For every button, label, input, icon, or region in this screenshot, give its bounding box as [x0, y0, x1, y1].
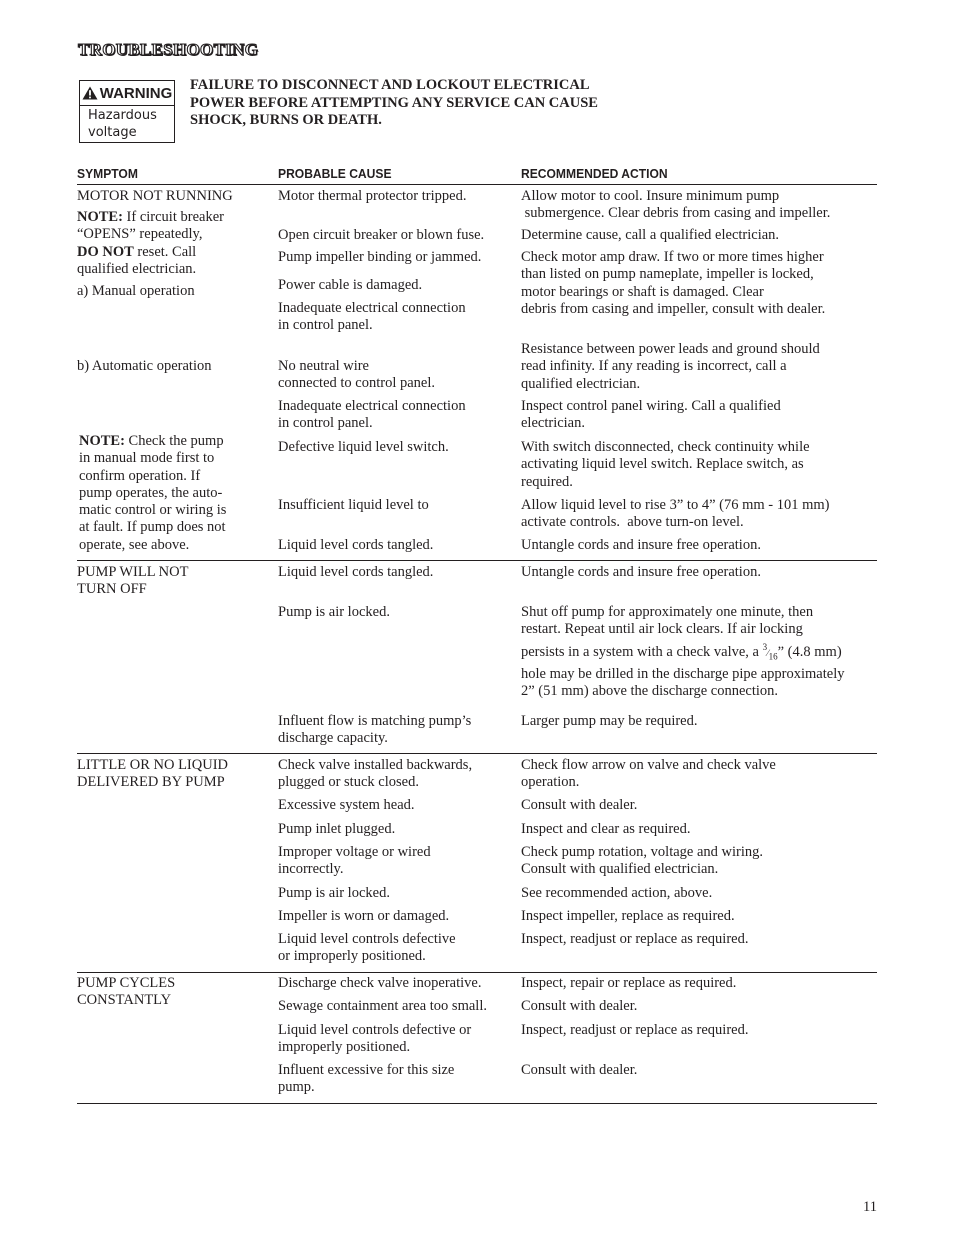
action-cell	[521, 998, 637, 1015]
cause-line: in control panel.	[278, 415, 373, 432]
action-line: motor bearings or shaft is damaged. Clear	[521, 283, 764, 300]
note-text: Check the pump	[124, 433, 224, 449]
cause-cell	[278, 300, 466, 335]
warning-message-line: SHOCK, BURNS OR DEATH.	[190, 112, 382, 128]
cause-cell	[278, 1062, 454, 1097]
cause-cell	[278, 757, 472, 792]
action-line: Consult with dealer.	[521, 797, 638, 813]
cause-cell	[278, 931, 456, 966]
section-rule	[77, 753, 877, 754]
cause-line: Influent flow is matching pump’s	[278, 713, 472, 729]
warning-header	[80, 81, 174, 106]
cause-cell	[278, 249, 481, 266]
cause-cell	[278, 227, 484, 244]
action-line: activating liquid level switch. Replace switch, as	[521, 456, 804, 473]
symptom-line: TURN OFF	[77, 581, 147, 598]
symptom-line: CONSTANTLY	[77, 992, 172, 1009]
action-cell	[521, 1062, 637, 1079]
action-line: Untangle cords and insure free operation.	[521, 537, 761, 553]
cause-line: connected to control panel.	[278, 375, 436, 392]
symptom-note	[77, 209, 224, 278]
action-line: Inspect, repair or replace as required.	[521, 975, 737, 991]
cause-line: Liquid level controls defective	[278, 931, 456, 947]
cause-line: Sewage containment area too small.	[278, 998, 487, 1014]
symptom-line: LITTLE OR NO LIQUID	[77, 757, 229, 773]
warning-sub-line: Hazardous	[88, 108, 157, 123]
action-cell	[521, 497, 829, 532]
cause-cell	[278, 537, 433, 554]
action-line: Check pump rotation, voltage and wiring.	[521, 844, 764, 860]
symptom-little-or-no-liquid	[77, 757, 228, 792]
action-line: Allow liquid level to rise 3” to 4” (76 mm - 101 mm)	[521, 497, 830, 513]
header-recommended-action: RECOMMENDED ACTION	[521, 166, 668, 181]
action-text: persists in a system with a check valve, a	[521, 643, 763, 660]
action-line: Consult with dealer.	[521, 1062, 638, 1078]
cause-line: pump.	[278, 1079, 315, 1096]
action-cell	[521, 975, 736, 992]
action-line: Larger pump may be required.	[521, 713, 698, 729]
action-line: Untangle cords and insure free operation.	[521, 564, 761, 580]
action-cell	[521, 713, 698, 730]
note-text: matic control or wiring is	[79, 502, 227, 519]
warning-label	[79, 80, 175, 143]
action-line: Check flow arrow on valve and check valve	[521, 757, 776, 773]
action-cell	[521, 757, 776, 792]
cause-cell	[278, 885, 390, 902]
action-cell	[521, 537, 761, 554]
action-line: activate controls. above turn-on level.	[521, 514, 744, 531]
cause-line: Liquid level controls defective or	[278, 1022, 472, 1038]
note-text: operate, see above.	[79, 536, 190, 553]
note-label: NOTE:	[79, 433, 125, 449]
action-line: Allow motor to cool. Insure minimum pump	[521, 188, 780, 204]
cause-line: Impeller is worn or damaged.	[278, 908, 450, 924]
warning-message	[190, 77, 650, 130]
action-line: Inspect, readjust or replace as required.	[521, 931, 749, 947]
cause-line: Liquid level cords tangled.	[278, 537, 434, 553]
cause-line: discharge capacity.	[278, 730, 388, 747]
section-rule	[77, 972, 877, 973]
cause-line: Power cable is damaged.	[278, 277, 423, 293]
fraction-denominator: 16	[768, 651, 778, 662]
action-line: qualified electrician.	[521, 375, 641, 392]
cause-cell	[278, 358, 435, 393]
action-cell	[521, 908, 735, 925]
action-cell	[521, 797, 637, 814]
action-cell	[521, 227, 779, 244]
symptom-line: PUMP CYCLES	[77, 975, 176, 991]
note-text: at fault. If pump does not	[79, 519, 226, 536]
action-line: See recommended action, above.	[521, 885, 713, 901]
cause-line: Inadequate electrical connection	[278, 300, 466, 316]
cause-line: plugged or stuck closed.	[278, 774, 419, 791]
cause-cell	[278, 844, 431, 879]
header-rule	[77, 184, 877, 185]
action-line: Inspect impeller, replace as required.	[521, 908, 735, 924]
action-text: ” (4.8 mm)	[777, 643, 842, 660]
cause-line: Pump is air locked.	[278, 885, 390, 901]
action-cell	[521, 604, 844, 700]
table-bottom-rule	[77, 1103, 877, 1104]
symptom-pump-cycles-constantly	[77, 975, 175, 1010]
header-probable-cause: PROBABLE CAUSE	[278, 166, 392, 181]
fraction-slash: ⁄	[767, 647, 769, 658]
cause-line: in control panel.	[278, 317, 373, 334]
note-label: NOTE:	[77, 209, 123, 225]
cause-cell	[278, 821, 395, 838]
action-line: restart. Repeat until air lock clears. If air locking	[521, 621, 803, 638]
note-text: pump operates, the auto-	[79, 484, 223, 501]
action-line: Consult with qualified electrician.	[521, 861, 719, 878]
action-line: Inspect, readjust or replace as required.	[521, 1022, 749, 1038]
action-line: Determine cause, call a qualified electrician.	[521, 227, 780, 243]
action-line: Shut off pump for approximately one minute, then	[521, 604, 814, 620]
page-title: TROUBLESHOOTING	[78, 40, 259, 59]
action-line: With switch disconnected, check continuity while	[521, 439, 810, 455]
action-line: Inspect control panel wiring. Call a qualified	[521, 398, 781, 414]
cause-line: Excessive system head.	[278, 797, 415, 813]
cause-cell	[278, 908, 449, 925]
cause-line: Open circuit breaker or blown fuse.	[278, 227, 485, 243]
warning-sub-line: voltage	[88, 125, 137, 140]
cause-line: improperly positioned.	[278, 1039, 411, 1056]
action-cell	[521, 439, 810, 491]
action-cell	[521, 844, 763, 879]
action-line: 2” (51 mm) above the discharge connection.	[521, 682, 779, 699]
cause-cell	[278, 975, 481, 992]
action-cell	[521, 249, 825, 318]
action-cell	[521, 564, 761, 581]
action-line: required.	[521, 473, 573, 490]
action-cell	[521, 931, 748, 948]
action-line: Check motor amp draw. If two or more times higher	[521, 249, 824, 265]
action-line: electrician.	[521, 415, 585, 432]
note-text: qualified electrician.	[77, 260, 197, 277]
action-line: than listed on pump nameplate, impeller is locked,	[521, 266, 814, 283]
cause-cell	[278, 497, 429, 514]
action-line: Resistance between power leads and ground should	[521, 341, 820, 357]
cause-cell	[278, 604, 390, 621]
cause-line: or improperly positioned.	[278, 948, 426, 965]
cause-cell	[278, 998, 487, 1015]
header-symptom: SYMPTOM	[77, 166, 138, 181]
symptom-note	[79, 433, 226, 554]
note-text: confirm operation. If	[79, 467, 201, 484]
note-text: “OPENS” repeatedly,	[77, 226, 203, 243]
action-cell	[521, 341, 820, 393]
cause-line: No neutral wire	[278, 358, 369, 374]
cause-line: incorrectly.	[278, 861, 344, 878]
action-line: Inspect and clear as required.	[521, 821, 691, 837]
symptom-manual-operation: a) Manual operation	[77, 283, 195, 299]
fraction-numerator: 3	[762, 641, 768, 652]
action-line: debris from casing and impeller, consult with dealer.	[521, 300, 826, 317]
action-line: Consult with dealer.	[521, 998, 638, 1014]
cause-cell	[278, 277, 422, 294]
cause-line: Defective liquid level switch.	[278, 439, 449, 455]
cause-line: Pump inlet plugged.	[278, 821, 396, 837]
note-text: reset. Call	[133, 243, 197, 260]
cause-line: Influent excessive for this size	[278, 1062, 455, 1078]
symptom-automatic-operation: b) Automatic operation	[77, 358, 212, 374]
cause-line: Pump impeller binding or jammed.	[278, 249, 482, 265]
note-emphasis: DO NOT	[77, 243, 134, 260]
symptom-line: DELIVERED BY PUMP	[77, 774, 225, 791]
action-cell	[521, 1022, 748, 1039]
warning-subtext	[80, 106, 174, 141]
action-line: hole may be drilled in the discharge pipe approximately	[521, 665, 845, 682]
action-cell	[521, 398, 781, 433]
symptom-motor-not-running: MOTOR NOT RUNNING	[77, 188, 233, 204]
page-number: 11	[863, 1199, 877, 1215]
action-line: operation.	[521, 774, 580, 791]
cause-line: Liquid level cords tangled.	[278, 564, 434, 580]
note-text: in manual mode first to	[79, 450, 215, 467]
cause-cell	[278, 188, 466, 205]
cause-line: Insufficient liquid level to	[278, 497, 429, 513]
cause-cell	[278, 439, 449, 456]
cause-line: Check valve installed backwards,	[278, 757, 473, 773]
cause-cell	[278, 713, 471, 748]
cause-line: Inadequate electrical connection	[278, 398, 466, 414]
action-line	[521, 639, 844, 666]
action-cell	[521, 821, 690, 838]
cause-line: Improper voltage or wired	[278, 844, 431, 860]
cause-line: Pump is air locked.	[278, 604, 390, 620]
cause-cell	[278, 398, 466, 433]
warning-triangle-icon	[82, 86, 98, 100]
action-line: submergence. Clear debris from casing and impeller.	[521, 205, 831, 222]
note-text: If circuit breaker	[122, 209, 224, 225]
cause-line: Discharge check valve inoperative.	[278, 975, 482, 991]
warning-message-line: POWER BEFORE ATTEMPTING ANY SERVICE CAN CAUSE	[190, 94, 598, 111]
cause-cell	[278, 797, 415, 814]
warning-word: WARNING	[99, 84, 173, 102]
action-line: read infinity. If any reading is incorrect, call a	[521, 358, 787, 375]
symptom-line: PUMP WILL NOT	[77, 564, 189, 580]
warning-message-line: FAILURE TO DISCONNECT AND LOCKOUT ELECTRICAL	[190, 77, 590, 93]
action-cell	[521, 885, 712, 902]
cause-line: Motor thermal protector tripped.	[278, 188, 467, 204]
cause-cell	[278, 1022, 471, 1057]
symptom-pump-will-not-turn-off	[77, 564, 188, 599]
action-cell	[521, 188, 830, 223]
section-rule	[77, 560, 877, 561]
cause-cell	[278, 564, 433, 581]
